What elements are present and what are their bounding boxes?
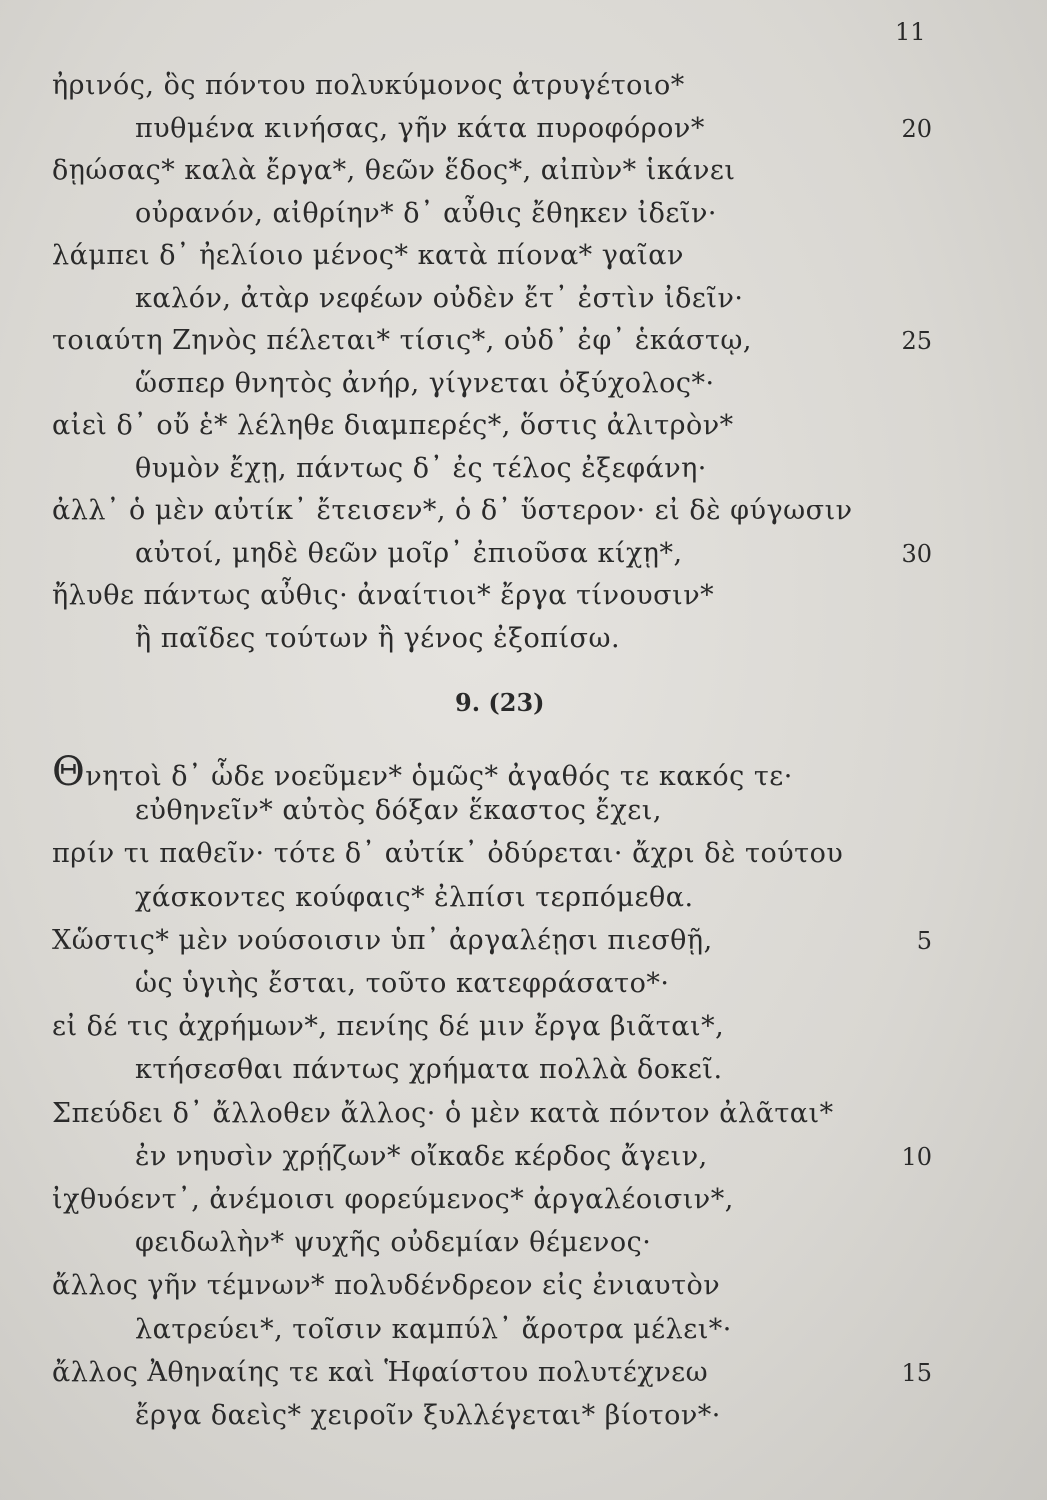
verse-text: πρίν τι παθεῖν· τότε δ᾽ αὐτίκ᾽ ὀδύρεται· ἄχρι δὲ τούτου — [52, 838, 844, 870]
verse-line — [135, 795, 662, 826]
verse-line — [135, 882, 694, 913]
verse-line — [135, 1141, 708, 1172]
line-number: 20 — [901, 114, 932, 143]
verse-line — [52, 495, 853, 526]
line-number: 5 — [916, 926, 932, 955]
verse-text: Χὥστις* μὲν νούσοισιν ὑπ᾽ ἀργαλέῃσι πιεσθῇ, — [52, 924, 713, 956]
line-number: 10 — [901, 1142, 932, 1171]
verse-text: ὡς ὑγιὴς ἔσται, τοῦτο κατεφράσατο*· — [135, 968, 670, 999]
verse-text: τοιαύτη Ζηνὸς πέλεται* τίσις*, οὐδ᾽ ἐφ᾽ ἑκάστῳ, — [52, 325, 752, 356]
verse-text: δῃώσας* καλὰ ἔργα*, θεῶν ἕδος*, αἰπὺν* ἱκάνει — [52, 155, 736, 186]
verse-text: λατρεύει*, τοῖσιν καμπύλ᾽ ἄροτρα μέλει*· — [135, 1313, 732, 1345]
verse-line — [52, 838, 843, 869]
verse-line — [135, 1054, 723, 1085]
verse-text: φειδωλὴν* ψυχῆς οὐδεμίαν θέμενος· — [135, 1227, 652, 1259]
verse-line — [52, 580, 714, 611]
verse-line — [52, 749, 793, 795]
verse-line — [135, 1400, 721, 1431]
verse-line — [52, 155, 735, 186]
verse-line — [135, 283, 744, 314]
verse-text: πυθμένα κινήσας, γῆν κάτα πυροφόρον* — [135, 112, 705, 144]
verse-text: ἄλλος Ἀθηναίης τε καὶ Ἡφαίστου πολυτέχνεω — [52, 1356, 709, 1388]
verse-text: εὐθηνεῖν* αὐτὸς δόξαν ἕκαστος ἔχει, — [135, 795, 662, 827]
verse-line — [52, 240, 684, 271]
verse-text: ἢ παῖδες τούτων ἢ γένος ἐξοπίσω. — [135, 622, 621, 654]
verse-line — [52, 1098, 834, 1129]
verse-line — [135, 113, 705, 144]
verse-text: λάμπει δ᾽ ἠελίοιο μένος* κατὰ πίονα* γαῖαν — [52, 240, 684, 271]
verse-text: εἰ δέ τις ἀχρήμων*, πενίης δέ μιν ἔργα βιᾶται*, — [52, 1011, 725, 1043]
verse-line — [135, 538, 683, 569]
line-number: 15 — [901, 1358, 932, 1387]
verse-text: αὐτοί, μηδὲ θεῶν μοῖρ᾽ ἐπιοῦσα κίχῃ*, — [135, 537, 683, 569]
verse-line — [135, 968, 669, 999]
verse-line — [52, 925, 713, 956]
verse-line — [52, 1184, 734, 1215]
verse-text: ἔργα δαεὶς* χειροῖν ξυλλέγεται* βίοτον*· — [135, 1400, 721, 1431]
verse-text: Σπεύδει δ᾽ ἄλλοθεν ἄλλος· ὁ μὲν κατὰ πόντον ἀλᾶται* — [52, 1097, 834, 1129]
verse-text: ἠρινός, ὃς πόντου πολυκύμονος ἀτρυγέτοιο* — [52, 70, 685, 101]
verse-text: ἐν νηυσὶν χρῄζων* οἴκαδε κέρδος ἄγειν, — [135, 1140, 708, 1172]
verse-text: ἄλλος γῆν τέμνων* πολυδένδρεον εἰς ἐνιαυτὸν — [52, 1270, 721, 1302]
verse-line — [52, 325, 752, 356]
verse-text: ἀλλ᾽ ὁ μὲν αὐτίκ᾽ ἔτεισεν*, ὁ δ᾽ ὕστερον· εἰ δὲ φύγωσιν — [52, 495, 853, 526]
verse-line — [135, 1227, 651, 1258]
drop-cap-initial: Θ — [52, 749, 86, 795]
verse-text: νητοὶ δ᾽ ὧδε νοεῦμεν* ὁμῶς* ἀγαθός τε κακός τε· — [85, 761, 793, 792]
verse-line — [52, 1011, 724, 1042]
section-heading: 9. (23) — [455, 688, 545, 717]
verse-text: ἰχθυόεντ᾽, ἀνέμοισι φορεύμενος* ἀργαλέοισιν*, — [52, 1184, 734, 1215]
verse-text: θυμὸν ἔχῃ, πάντως δ᾽ ἐς τέλος ἐξεφάνη· — [135, 452, 707, 484]
verse-line — [52, 410, 734, 441]
verse-line — [135, 1314, 732, 1345]
verse-line — [52, 1357, 708, 1388]
line-number: 25 — [901, 327, 932, 355]
line-number: 30 — [901, 539, 932, 568]
verse-line — [52, 70, 685, 101]
verse-text: ἤλυθε πάντως αὖθις· ἀναίτιοι* ἔργα τίνουσιν* — [52, 580, 715, 611]
verse-line — [135, 623, 620, 654]
verse-text: αἰεὶ δ᾽ οὔ ἑ* λέληθε διαμπερές*, ὅστις ἀλιτρὸν* — [52, 410, 734, 441]
verse-line — [135, 198, 717, 229]
verse-text: κτήσεσθαι πάντως χρήματα πολλὰ δοκεῖ. — [135, 1054, 723, 1086]
verse-text: οὐρανόν, αἰθρίην* δ᾽ αὖθις ἔθηκεν ἰδεῖν· — [135, 197, 717, 229]
verse-line — [135, 453, 707, 484]
verse-line — [135, 368, 715, 399]
verse-text: χάσκοντες κούφαις* ἐλπίσι τερπόμεθα. — [135, 881, 694, 913]
verse-text: ὥσπερ θνητὸς ἀνήρ, γίγνεται ὀξύχολος*· — [135, 367, 715, 399]
verse-line — [52, 1270, 720, 1301]
page-number: 11 — [895, 18, 926, 46]
verse-text: καλόν, ἀτὰρ νεφέων οὐδὲν ἔτ᾽ ἐστὶν ἰδεῖν· — [135, 282, 744, 314]
